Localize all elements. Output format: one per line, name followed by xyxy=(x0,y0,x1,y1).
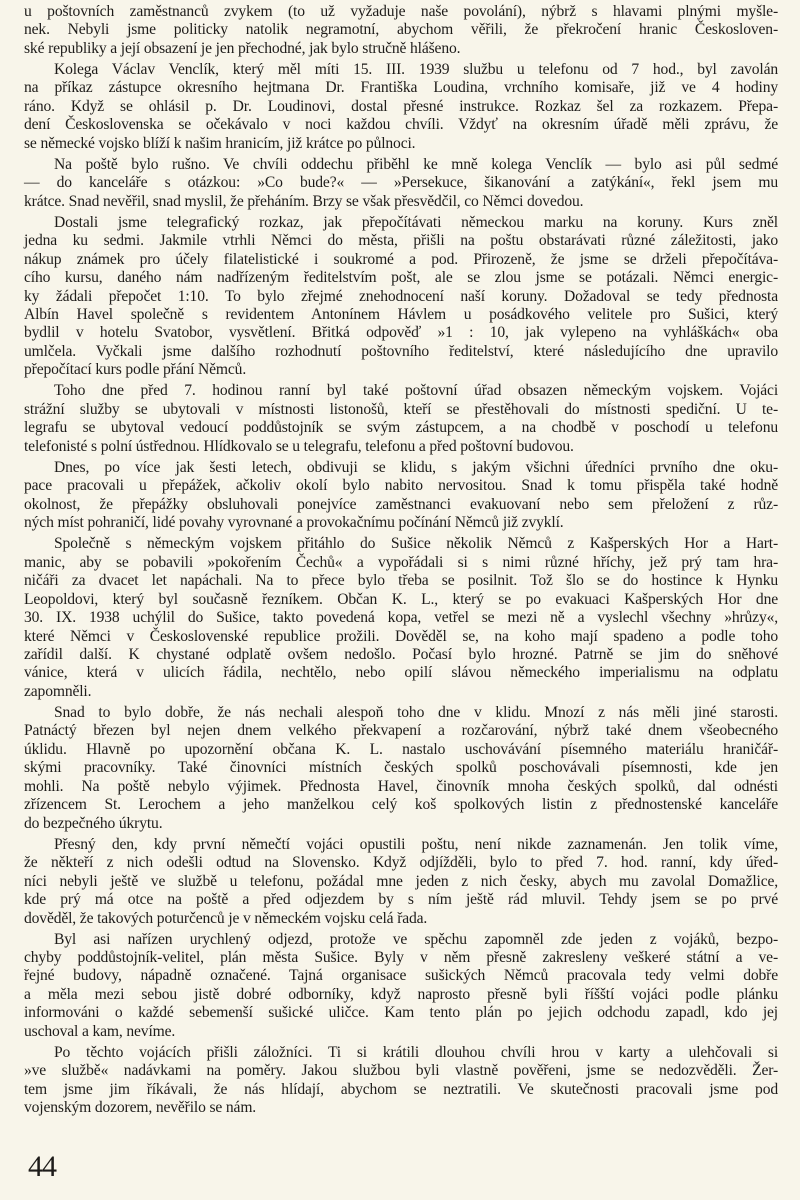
text-line: že někteří z nich odešli odtud na Slovensko. Když odjížděli, bylo to před 7. hod. ranní, kdy úřed- xyxy=(24,854,778,872)
paragraph xyxy=(24,836,778,928)
text-line: řejné budovy, nápadně označené. Tajná organisace sušických Němců pracovala tedy velmi dobře xyxy=(24,967,778,985)
text-line: vánice, která v ulicích řádila, nechtělo, nebo opilí slávou německého imperialismu na odplatu xyxy=(24,664,778,682)
text-line: nek. Nebyli jsme politicky natolik negramotní, abychom věřili, že překročení hranic Českosloven- xyxy=(24,21,778,39)
text-line: strážní služby se ubytovali v místnosti listonošů, kteří se přestěhovali do místnosti spediční. U te- xyxy=(24,400,778,418)
text-line: vojenským dozorem, nevěřilo se nám. xyxy=(24,1099,257,1117)
paragraph xyxy=(24,459,778,533)
text-line: na příkaz zástupce okresního hejtmana Dr. Františka Loudina, vrchního komisaře, již ve 4 hodiny xyxy=(24,79,778,97)
text-line: informováni o každé sebemenší sušické uličce. Kam tento plán po jejich odchodu zapadl, kdo jej xyxy=(24,1004,778,1022)
text-line: ničáři za dvacet let napáchali. Na to přece bylo třeba se posilnit. Tož šlo se do hostince k Hynku xyxy=(24,572,778,590)
text-line: přepočítací kurs podle přání Němců. xyxy=(24,361,247,379)
text-line: Dnes, po více jak šesti letech, obdivuji se klidu, s jakým všichni úředníci prvního dne oku- xyxy=(54,458,778,476)
text-line: Leopoldovi, který byl současně řezníkem. Občan K. L., který se po evakuaci Kašperských Hor dne xyxy=(24,590,778,608)
text-line: okolnost, že přepážky obsluhovali ponejvíce zaměstnanci evakuovaní nebo sem přeložení z růz- xyxy=(24,495,778,513)
page-body-text xyxy=(24,3,778,1120)
text-line: ky žádali přepočet 1:10. To bylo zřejmé znehodnocení naší koruny. Dožadoval se tedy přednosta xyxy=(24,287,778,305)
text-line: tem jsme jim říkávali, že nás hlídají, abychom se neztratili. Ve skutečnosti pracovali jsme pod xyxy=(24,1080,778,1098)
text-line: Na poště bylo rušno. Ve chvíli oddechu přiběhl ke mně kolega Venclík — bylo asi půl sedmé xyxy=(54,155,778,173)
text-line: uschoval a kam, nevíme. xyxy=(24,1022,176,1040)
text-line: Po těchto vojácích přišli záložníci. Ti si krátili dlouhou chvíli hrou v karty a ulehčovali si xyxy=(54,1043,778,1061)
text-line: 30. IX. 1938 uchýlil do Sušice, takto povedená kopa, vetřel se mezi ně a vyslechl všechny »hrůzy«, xyxy=(24,609,778,627)
paragraph xyxy=(24,3,778,58)
text-line: chyby poddůstojník-velitel, plán města Sušice. Byly v něm přesně zakresleny veškeré státní a ve- xyxy=(24,949,778,966)
text-line: umlčela. Vyčkali jsme dalšího rozhodnutí poštovního ředitelství, které následujícího dne upravilo xyxy=(24,342,778,360)
paragraph xyxy=(24,704,778,833)
text-line: pace pracovali u přepážek, ačkoliv okolí bylo nabito nervositou. Snad k tomu přispěla také hodně xyxy=(24,477,778,495)
text-line: Toho dne před 7. hodinou ranní byl také poštovní úřad obsazen německým vojskem. Vojáci xyxy=(54,382,778,400)
text-line: »ve službě« nadávkami na poměry. Jakou službou byli vlastně pověřeni, jsme se nedozvěděli. Žer- xyxy=(24,1062,778,1080)
text-line: jedna ku sedmi. Jakmile vtrhli Němci do města, přišli na poštu obstarávati různé záležitosti, jako xyxy=(24,232,778,250)
paragraph xyxy=(24,1044,778,1118)
text-line: — do kanceláře s otázkou: »Co bude?« — »Persekuce, šikanování a zatýkání«, řekl jsem mu xyxy=(24,174,778,192)
paragraph xyxy=(24,61,778,153)
text-line: se německé vojsko blíží k našim hranicím, již krátce po půlnoci. xyxy=(24,134,416,152)
text-line: mohli. Na poště nebylo výjimek. Přednosta Havel, činovník mnoha českých spolků, dal odnésti xyxy=(24,777,778,795)
text-line: Snad to bylo dobře, že nás nechali alespoň toho dne v klidu. Mnozí z nás měli jiné starosti. xyxy=(54,703,778,721)
text-line: které Němci v Československé republice prožili. Dověděl se, na koho mají spadeno a podle toho xyxy=(24,627,778,645)
page-number: 44 xyxy=(28,1150,56,1183)
text-line: nákup známek pro účely filatelistické i soukromé a pod. Přirozeně, že jsme se drželi přepočítáva- xyxy=(24,250,778,268)
text-line: Patnáctý březen byl nejen dnem velkého překvapení a rozčarování, nýbrž také dnem všeobecného xyxy=(24,722,778,740)
text-line: krátce. Snad nevěřil, snad myslil, že přeháním. Brzy se však přesvědčil, co Němci dovedou. xyxy=(24,192,584,210)
text-line: Dostali jsme telegrafický rozkaz, jak přepočítávati německou marku na koruny. Kurs zněl xyxy=(54,213,778,231)
text-line: bydlil v hotelu Svatobor, vysvětlení. Břitká odpověď »1 : 10, jak vylepeno na vyhláškách« oba xyxy=(24,324,778,342)
text-line: Kolega Václav Venclík, který měl míti 15. III. 1939 službu u telefonu od 7 hod., byl zavolán xyxy=(54,60,778,78)
text-line: skými pracovníky. Také činovníci místních českých spolků poschovávali písemnosti, kde jen xyxy=(24,759,778,777)
text-line: cího kursu, daného nám nadřízeným ředitelstvím pošt, ale se zlou jsme se potázali. Němci energic- xyxy=(24,269,778,287)
text-line: zřízencem St. Lerochem a jeho manželkou celý koš spolkových listin z přednostenské kanceláře xyxy=(24,796,778,814)
text-line: dení Československa se očekávalo v noci každou chvíli. Vždyť na okresním úřadě měli zprávu, že xyxy=(24,116,778,134)
text-line: ráno. Když se ohlásil p. Dr. Loudinovi, dostal přesné instrukce. Rozkaz šel za rozkazem. Přepa- xyxy=(24,97,778,115)
text-line: manic, aby se pobavili »pokořením Čechů« a vypořádali si s nimi různé hříchy, jež prý tam hra- xyxy=(24,553,778,571)
text-line: kde prý má otce na poště a před odjezdem by s ním ještě rád mluvil. Tehdy jsem se po prvé xyxy=(24,891,778,909)
text-line: zařídil další. K chystané odplatě ovšem nedošlo. Počasí bylo hrozné. Patrně se jim do sněhové xyxy=(24,645,778,663)
paragraph xyxy=(24,382,778,456)
text-line: níci nebyli ještě ve službě u telefonu, požádal mne jeden z nich česky, abych mu zavolal Domažlice, xyxy=(24,872,778,890)
text-line: do bezpečného úkrytu. xyxy=(24,814,163,832)
text-line: telefonisté s polní ústřednou. Hlídkovalo se u telegrafu, telefonu a před poštovní budovou. xyxy=(24,437,574,455)
text-line: Přesný den, kdy první němečtí vojáci opustili poštu, není nikde zaznamenán. Jen tolik víme, xyxy=(54,835,778,853)
text-line: zapomněli. xyxy=(24,682,92,700)
text-line: dověděl, že takových poturčenců je v německém vojsku celá řada. xyxy=(24,909,428,927)
paragraph xyxy=(24,931,778,1042)
text-line: ných míst pohraničí, lidé povahy vyrovnané a provokačnímu počínání Němců již zvyklí. xyxy=(24,514,564,532)
text-line: a měla mezi sebou jistě dobré odborníky, když naprosto přesně byli říšští vojáci podle plánku xyxy=(24,985,778,1003)
paragraph xyxy=(24,156,778,211)
text-line: Albín Havel společně s revidentem Antonínem Hávlem u posádkového velitele pro Sušici, který xyxy=(24,306,778,324)
text-line: Byl asi nařízen urychlený odjezd, protože ve spěchu zapomněl zde jeden z vojáků, bezpo- xyxy=(54,930,778,948)
text-line: legrafu se ubytoval vedoucí poddůstojník se svým zástupcem, a na chodbě v poschodí u telefonu xyxy=(24,419,778,437)
paragraph xyxy=(24,214,778,380)
text-line: u poštovních zaměstnanců zvykem (to už vyžaduje naše povolání), nýbrž s hlavami plnými myšle- xyxy=(24,3,778,20)
text-line: ské republiky a její obsazení je jen přechodné, jak bylo stručně hlášeno. xyxy=(24,39,461,57)
paragraph xyxy=(24,535,778,701)
text-line: úklidu. Hlavně po upozornění občana K. L. nastalo uschovávání písemného materiálu hraničář- xyxy=(24,740,778,758)
text-line: Společně s německým vojskem přitáhlo do Sušice několik Němců z Kašperských Hor a Hart- xyxy=(54,535,778,553)
